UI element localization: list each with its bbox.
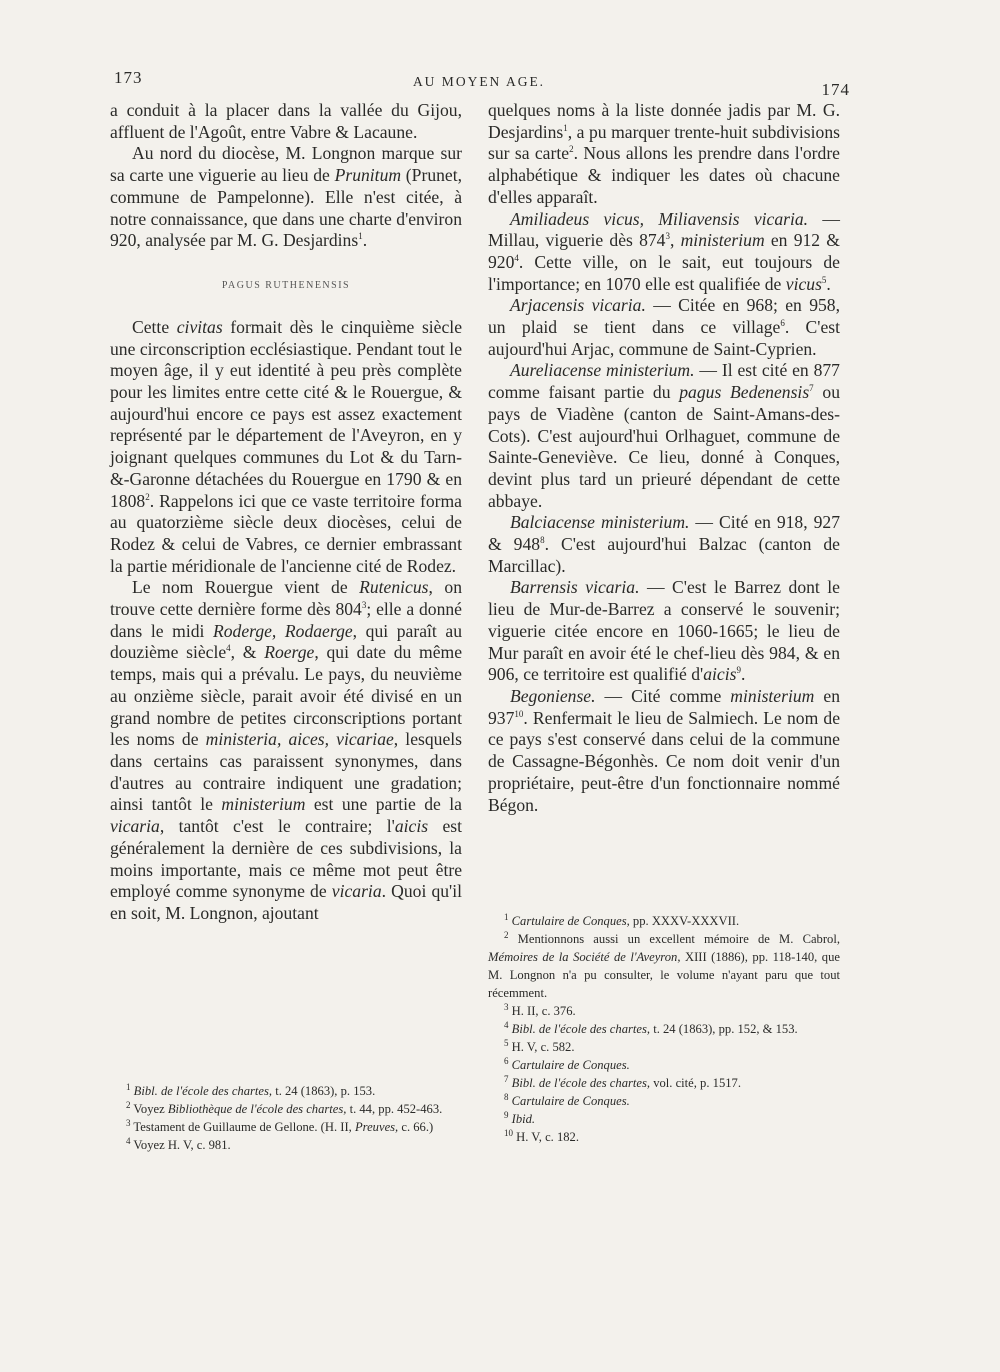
paragraph: a conduit à la placer dans la vallée du Gijou, affluent de l'Agoût, entre Vabre & Lacaune. <box>110 100 462 142</box>
paragraph: Cette civitas formait dès le cinquième siècle une circonscription ecclésiastique. Pendant tout le moyen âge, il y eut identité à peu près complète pour les limites entre cette cité & le Rouergue, & aujourd'hui encore ce pays est assez exactement représenté par le département de l'Aveyron, en y joignant quelques communes du Lot & du Tarn-&-Garonne détachées du Rouergue en 1790 & en 1808$^2$. Rappelons ici que ce vaste territoire forma au quatorzième siècle deux diocèses, celui de Rodez & celui de Vabres, ce dernier embrassant la partie méridionale de l'ancienne cité de Rodez. <box>110 316 462 576</box>
paragraph: Le nom Rouergue vient de Rutenicus, on trouve cette dernière forme dès $804^3$; elle a donné dans le midi Roderge, Rodaerge, qui paraît au douzième siècle$^4$, & Roerge, qui date du même temps, mais qui a prévalu. Le pays, du neuvième au onzième siècle, parait avoir été divisé en un grand nombre de petites circonscriptions portant les noms de ministeria, aices, vicariae, lesquels dans certains cas paraissent synonymes, dans d'autres au contraire indiquent une gradation; ainsi tantôt le ministerium est une partie de la vicaria, tantôt c'est le contraire; l'aicis est généralement la dernière de ces subdivisions, la moins importante, mais ce même mot peut être employé comme synonyme de vicaria. Quoi qu'il en soit, M. Longnon, ajoutant <box>110 577 463 923</box>
footnote: $^4$ Bibl. de l'école des chartes, t. 24 (1863), pp. 152, & 153. <box>504 1019 798 1036</box>
footnote: $^1$ Cartulaire de Conques, pp. XXXV-XXXVII. <box>504 911 740 928</box>
footnote: $^8$ Cartulaire de Conques. <box>504 1091 630 1108</box>
running-title: AU MOYEN AGE. <box>412 74 546 89</box>
footnote: $^5$ H. V, c. 582. <box>504 1037 575 1054</box>
footnote: $^7$ Bibl. de l'école des chartes, vol. cité, p. 1517. <box>504 1073 741 1090</box>
footnote: $^2$ Voyez Bibliothèque de l'école des chartes, t. 44, pp. 452-463. <box>126 1099 443 1116</box>
entry-arjacensis: Arjacensis vicaria. — Citée en 968; en 958, un plaid se tient dans ce village$^6$. C'est aujourd'hui Arjac, commune de Saint-Cyprien. <box>488 295 840 359</box>
footnote: $^9$ Ibid. <box>504 1109 536 1126</box>
footnote: $^6$ Cartulaire de Conques. <box>504 1055 630 1072</box>
footnote: $^{10}$ H. V, c. 182. <box>504 1127 580 1144</box>
section-title: PAGUS RUTHENENSIS <box>221 279 351 291</box>
left-footnotes <box>110 1082 462 1154</box>
footnote: $^4$ Voyez H. V, c. 981. <box>126 1135 231 1152</box>
footnote: $^1$ Bibl. de l'école des chartes, t. 24 (1863), p. 153. <box>126 1081 376 1098</box>
footnote: $^3$ H. II, c. 376. <box>504 1001 576 1018</box>
paragraph: quelques noms à la liste donnée jadis par M. G. Desjardins$^1$, a pu marquer trente-huit subdivisions sur sa carte$^2$. Nous allons les prendre dans l'ordre alphabétique & indiquer les dates où chacune d'elles apparaît. <box>488 100 840 207</box>
entry-aureliacense: Aureliacense ministerium. — Il est cité en 877 comme faisant partie du pagus Bedenensis$^7$ ou pays de Viadène (canton de Saint-Amans-des-Cots). C'est aujourd'hui Orlhaguet, commune de Sainte-Geneviève. Ce lieu, donné à Conques, devint plus tard un prieuré dépendant de cette abbaye. <box>488 360 840 511</box>
entry-barrensis: Barrensis vicaria. — C'est le Barrez dont le lieu de Mur-de-Barrez a conservé le souvenir; viguerie citée encore en 1060-1665; le lieu de Mur paraît en avoir été le chef-lieu dès 984, & en 906, ce territoire est qualifié d'aicis$^9$. <box>488 577 840 685</box>
paragraph: Au nord du diocèse, M. Longnon marque sur sa carte une viguerie au lieu de Prunitum (Prunet, commune de Pampelonne). Elle n'est citée, à notre connaissance, que dans une charte d'environ 920, analysée par M. G. Desjardins$^1$. <box>110 143 463 251</box>
left-page-number: 173 <box>114 68 143 87</box>
entry-balciacense: Balciacense ministerium. — Cité en 918, 927 & $948^8$. C'est aujourd'hui Balzac (canton de Marcillac). <box>488 512 840 576</box>
footnote: $^3$ Testament de Guillaume de Gellone. (H. II, Preuves, c. 66.) <box>126 1117 434 1134</box>
entry-begoniense: Begoniense. — Cité comme ministerium en $937^{10}$. Renfermait le lieu de Salmiech. Le nom de ce pays s'est conservé dans celui de la commune de Cassagne-Bégonhès. Ce nom doit venir d'un propriétaire, peut-être d'un fonctionnaire nommé Bégon. <box>488 685 840 815</box>
right-footnotes <box>488 912 840 1146</box>
left-column <box>110 100 462 925</box>
entry-amiliadeus: Amiliadeus vicus, Miliavensis vicaria. — Millau, viguerie dès $874^3$, ministerium en 912 & $920^4$. Cette ville, on le sait, eut toujours de l'importance; en 1070 elle est qualifiée de vicus$^5$. <box>488 208 840 294</box>
right-page-number: 174 <box>821 80 850 99</box>
footnote: $^2$ Mentionnons aussi un excellent mémoire de M. Cabrol, Mémoires de la Société de l'Aveyron, XIII (1886), pp. 118-140, que M. Longnon n'a pu consulter, le volume n'ayant paru que tout récemment. <box>488 929 840 1000</box>
running-header <box>108 68 850 98</box>
right-column <box>488 100 840 816</box>
